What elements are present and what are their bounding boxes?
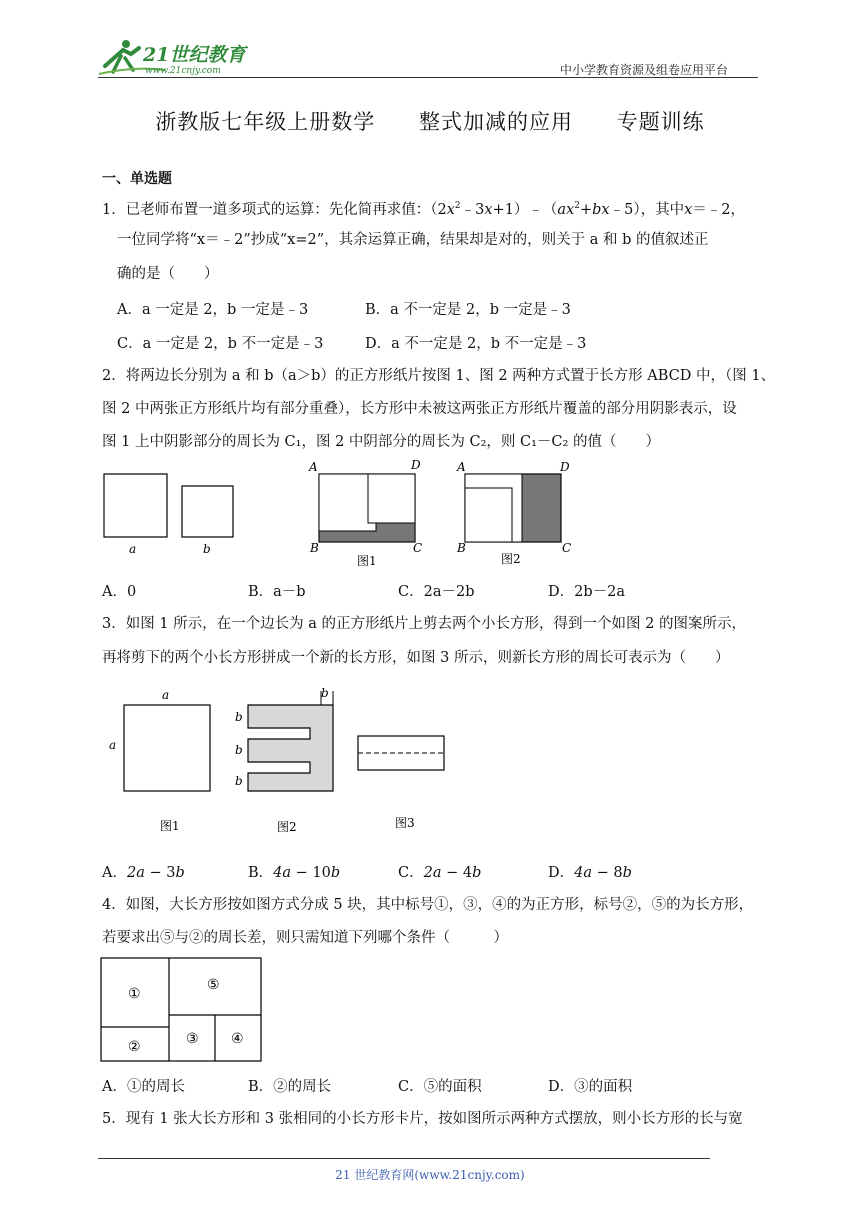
svg-text:⑤: ⑤	[207, 977, 220, 993]
q4-option-c[interactable]: C．⑤的面积	[398, 1079, 482, 1095]
q2-option-b[interactable]: B．a－b	[248, 584, 306, 600]
q3-figure	[95, 683, 455, 838]
svg-text:图2: 图2	[277, 820, 297, 834]
svg-text:图1: 图1	[357, 554, 377, 568]
q3-option-a[interactable]: A．2a − 3b	[102, 865, 185, 881]
q1-line3: 确的是（ ）	[117, 266, 219, 282]
q4-figure	[95, 955, 270, 1067]
q4-option-d[interactable]: D．③的面积	[548, 1079, 633, 1095]
footer-text: 21 世纪教育网(www.21cnjy.com)	[335, 1168, 525, 1182]
q1-line2: 一位同学将“x＝﹣2”抄成“x=2”，其余运算正确，结果却是对的，则关于 a 和 b 的值叙述正	[117, 232, 709, 248]
title-part2: 整式加减的应用	[419, 110, 573, 134]
q3-line2: 再将剪下的两个小长方形拼成一个新的长方形，如图 3 所示，则新长方形的周长可表示为（ ）	[102, 650, 730, 666]
svg-text:b: b	[321, 686, 329, 700]
svg-text:A: A	[309, 460, 318, 474]
footer-divider	[98, 1158, 710, 1159]
svg-text:C: C	[413, 541, 423, 555]
logo-runner-icon	[95, 36, 265, 78]
svg-text:③: ③	[186, 1031, 199, 1047]
svg-text:图1: 图1	[160, 819, 180, 833]
svg-text:b: b	[203, 542, 211, 556]
platform-name: 中小学教育资源及组卷应用平台	[560, 63, 729, 77]
q2-option-c[interactable]: C．2a－2b	[398, 584, 475, 600]
logo-text: 21世纪教育	[143, 44, 246, 66]
svg-text:a: a	[129, 542, 137, 556]
svg-text:b: b	[235, 743, 243, 757]
q4-option-a[interactable]: A．①的周长	[102, 1079, 185, 1095]
svg-text:图2: 图2	[501, 552, 521, 566]
q4-option-b[interactable]: B．②的周长	[248, 1079, 332, 1095]
svg-text:②: ②	[128, 1039, 141, 1055]
q1-option-b[interactable]: B．a 不一定是 2，b 一定是﹣3	[365, 302, 571, 318]
svg-text:b: b	[235, 774, 243, 788]
q1-option-c[interactable]: C．a 一定是 2，b 不一定是﹣3	[117, 336, 324, 352]
q3-option-b[interactable]: B．4a − 10b	[248, 865, 341, 881]
svg-text:B: B	[310, 541, 319, 555]
q2-option-d[interactable]: D．2b－2a	[548, 584, 626, 600]
svg-text:①: ①	[128, 986, 141, 1002]
svg-text:a: a	[109, 738, 117, 752]
q2-line2: 图 2 中两张正方形纸片均有部分重叠），长方形中未被这两张正方形纸片覆盖的部分用阴影表示，设	[102, 401, 737, 417]
q1-line1: 1．已老师布置一道多项式的运算：先化简再求值：$(2x^2﹣3x+1)﹣(ax^2+bx﹣5)$，其中x＝﹣2，	[102, 201, 746, 218]
svg-text:D: D	[560, 460, 570, 474]
header-divider	[98, 77, 758, 78]
q3-option-d[interactable]: D．4a − 8b	[548, 865, 632, 881]
q3-line1: 3．如图 1 所示，在一个边长为 a 的正方形纸片上剪去两个小长方形，得到一个如图 2 的图案所示，	[102, 616, 746, 632]
q1-option-a[interactable]: A．a 一定是 2，b 一定是﹣3	[117, 302, 309, 318]
q4-line2: 若要求出⑤与②的周长差，则只需知道下列哪个条件（ ）	[102, 930, 508, 946]
title-part3: 专题训练	[616, 110, 705, 134]
q1-option-d[interactable]: D．a 不一定是 2，b 不一定是﹣3	[365, 336, 587, 352]
title-part1: 浙教版七年级上册数学	[155, 110, 376, 134]
svg-text:B: B	[457, 541, 466, 555]
logo-url: www.21cnjy.com	[145, 66, 221, 76]
svg-text:b: b	[235, 710, 243, 724]
svg-text:a: a	[162, 688, 170, 702]
q3-option-c[interactable]: C．2a − 4b	[398, 865, 482, 881]
svg-text:A: A	[457, 460, 466, 474]
q2-figure	[95, 455, 595, 575]
section-heading: 一、单选题	[102, 171, 172, 187]
svg-text:④: ④	[231, 1031, 244, 1047]
q2-line3: 图 1 上中阴影部分的周长为 C₁，图 2 中阴部分的周长为 C₂，则 C₁－C₂ 的值（ ）	[102, 434, 660, 450]
svg-text:D: D	[411, 458, 421, 472]
svg-text:C: C	[562, 541, 572, 555]
q2-line1: 2．将两边长分别为 a 和 b（a＞b）的正方形纸片按图 1、图 2 两种方式置于长方形 ABCD 中，（图 1、	[102, 368, 776, 384]
logo	[95, 36, 265, 78]
q2-option-a[interactable]: A．0	[102, 584, 137, 600]
svg-text:图3: 图3	[395, 816, 415, 830]
q4-line1: 4．如图，大长方形按如图方式分成 5 块，其中标号①，③，④的为正方形，标号②，⑤的为长方形，	[102, 897, 754, 913]
q5-line1: 5．现有 1 张大长方形和 3 张相同的小长方形卡片，按如图所示两种方式摆放，则小长方形的长与宽	[102, 1111, 743, 1127]
page-title	[0, 106, 860, 136]
